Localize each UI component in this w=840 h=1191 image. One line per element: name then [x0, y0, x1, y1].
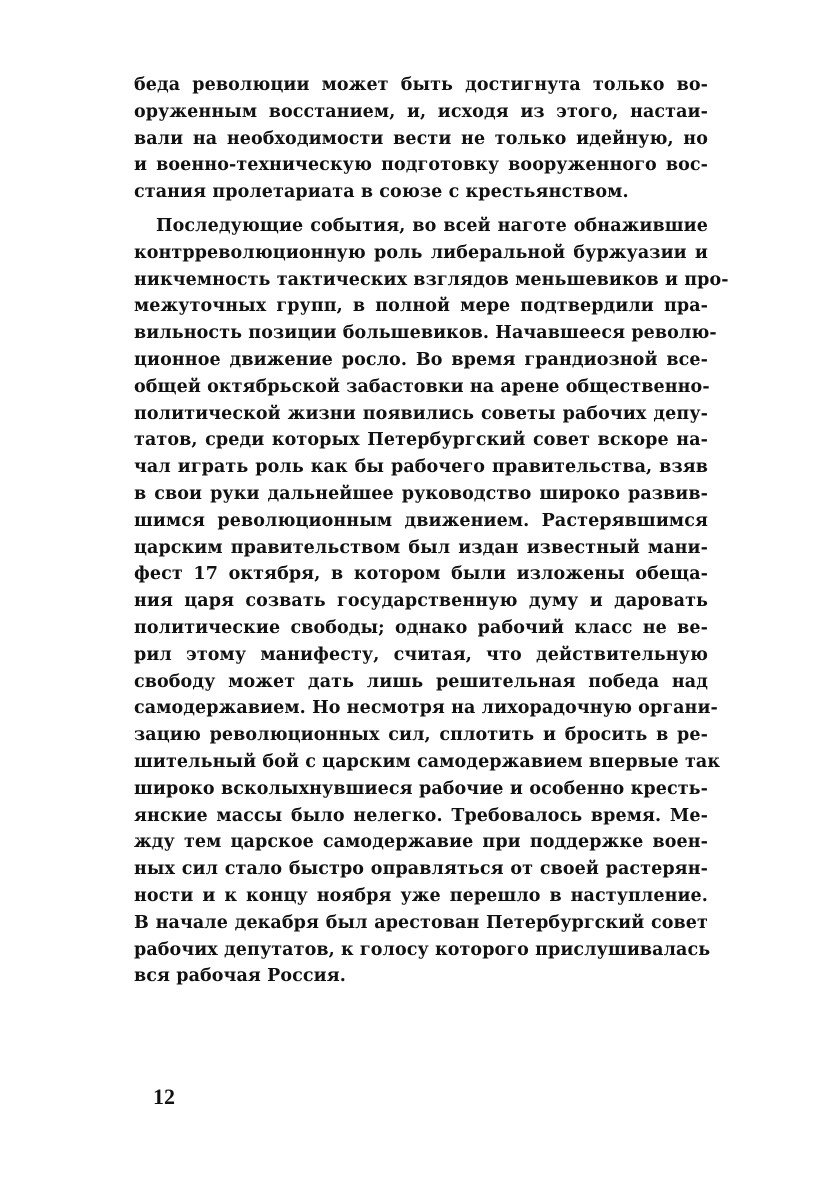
text-line: политической жизни появились советы рабочих депу-	[134, 403, 708, 424]
paragraph-2	[134, 213, 729, 990]
text-line: В начале декабря был арестован Петербургский совет	[134, 912, 708, 933]
text-line: вали на необходимости вести не только идейную, но	[134, 128, 708, 149]
text-line: царским правительством был издан известный мани-	[134, 537, 708, 558]
text-line: татов, среди которых Петербургский совет вскоре на-	[134, 430, 708, 451]
body-text	[134, 72, 729, 990]
text-line: зацию революционных сил, сплотить и бросить в ре-	[134, 725, 708, 746]
text-line: рил этому манифесту, считая, что действительную	[134, 644, 708, 665]
text-line: рабочих депутатов, к голосу которого прислушивалась	[134, 939, 711, 960]
text-line: шительный бой с царским самодержавием впервые так	[134, 751, 721, 772]
text-line: ния царя созвать государственную думу и даровать	[134, 591, 708, 612]
text-line: Последующие события, во всей наготе обнажившие	[156, 215, 708, 236]
text-line: вся рабочая Россия.	[134, 966, 346, 987]
text-line: самодержавием. Но несмотря на лихорадочную органи-	[134, 698, 718, 719]
text-line: янские массы было нелегко. Требовалось время. Ме-	[134, 805, 708, 826]
text-line: фест 17 октября, в котором были изложены обеща-	[134, 564, 708, 585]
text-line: никчемность тактических взглядов меньшевиков и про-	[134, 269, 729, 290]
text-line: беда революции может быть достигнута только во-	[134, 75, 708, 95]
text-line: и военно-техническую подготовку вооруженного вос-	[134, 155, 708, 176]
paragraph-1	[134, 72, 708, 206]
text-line: шимся революционным движением. Растерявшимся	[134, 510, 708, 531]
text-line: контрреволюционную роль либеральной буржуазии и	[134, 242, 708, 263]
text-line: ности и к концу ноября уже перешло в наступление.	[134, 885, 708, 906]
text-line: чал играть роль как бы рабочего правительства, взяв	[134, 457, 708, 478]
text-line: общей октябрьской забастовки на арене общественно-	[134, 376, 710, 397]
text-line: в свои руки дальнейшее руководство широко развив-	[134, 483, 708, 504]
text-line: политические свободы; однако рабочий класс не ве-	[134, 617, 708, 638]
text-line: оруженным восстанием, и, исходя из этого, настаи-	[134, 101, 708, 122]
text-line: ционное движение росло. Во время грандиозной все-	[134, 349, 708, 370]
text-line: свободу может дать лишь решительная победа над	[134, 671, 708, 692]
text-line: жду тем царское самодержавие при поддержке воен-	[134, 832, 708, 853]
text-line: вильность позиции большевиков. Начавшееся револю-	[134, 323, 717, 344]
text-line: широко всколыхнувшиеся рабочие и особенно кресть-	[134, 778, 708, 799]
text-line: межуточных групп, в полной мере подтвердили пра-	[134, 296, 708, 317]
text-line: ных сил стало быстро оправляться от своей растерян-	[134, 859, 708, 880]
page-number: 12	[153, 1084, 175, 1109]
text-line: стания пролетариата в союзе с крестьянством.	[134, 182, 629, 203]
paragraph-gap	[134, 206, 708, 213]
